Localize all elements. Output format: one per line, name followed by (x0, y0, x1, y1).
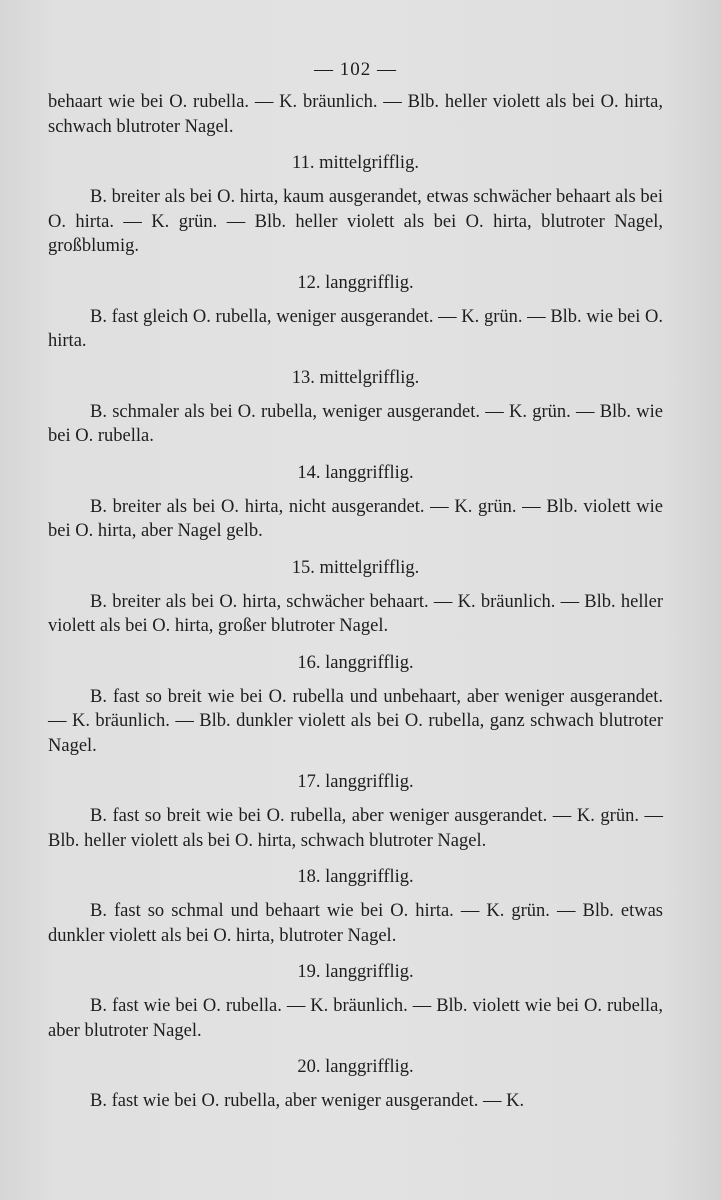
page-number: — 102 — (314, 59, 397, 80)
entry-heading: 15. mittelgrifflig. (291, 557, 420, 578)
entry-heading: 20. langgrifflig. (297, 1057, 414, 1077)
entry-heading: 19. langgrifflig. (297, 962, 414, 982)
entry-text: B. breiter als bei O. hirta, schwächer behaart. — K. bräunlich. — Blb. heller violett als bei O. hirta, großer blutroter Nagel. (48, 591, 663, 636)
entry-heading: 18. langgrifflig. (297, 867, 414, 887)
entry-text: B. breiter als bei O. hirta, kaum ausgerandet, etwas schwächer behaart als bei O. hirta. — K. grün. — Blb. heller violett als bei O. hirta, blutroter Nagel, großblumig. (48, 187, 663, 256)
entry-text: B. fast gleich O. rubella, weniger ausgerandet. — K. grün. — Blb. wie bei O. hirta. (48, 306, 663, 351)
entry-12 (48, 271, 663, 354)
entry-text: B. fast so breit wie bei O. rubella und unbehaart, aber weniger ausgerandet. — K. bräunlich. — Blb. dunkler violett als bei O. rubella, ganz schwach blutroter Nagel. (48, 686, 663, 756)
entry-heading: 16. langgrifflig. (297, 652, 414, 673)
entry-text: B. fast so breit wie bei O. rubella, aber weniger ausgerandet. — K. grün. — Blb. heller violett als bei O. hirta, schwach blutroter Nagel. (48, 806, 663, 851)
entry-heading: 13. mittelgrifflig. (291, 367, 420, 388)
entry-text: B. fast so schmal und behaart wie bei O. hirta. — K. grün. — Blb. etwas dunkler violett als bei O. hirta, blutroter Nagel. (48, 901, 663, 946)
entry-text: B. fast wie bei O. rubella, aber weniger ausgerandet. — K. (90, 1091, 525, 1111)
entry-text: B. breiter als bei O. hirta, nicht ausgerandet. — K. grün. — Blb. violett wie bei O. hirta, aber Nagel gelb. (48, 496, 663, 541)
entry-13 (48, 366, 663, 449)
entry-15 (48, 556, 663, 639)
entry-20 (48, 1055, 663, 1114)
entry-text: B. fast wie bei O. rubella. — K. bräunlich. — Blb. violett wie bei O. rubella, aber blutroter Nagel. (48, 996, 663, 1041)
entry-11 (48, 151, 663, 259)
entry-text: B. schmaler als bei O. rubella, weniger ausgerandet. — K. grün. — Blb. wie bei O. rubella. (48, 401, 663, 446)
entry-heading: 14. langgrifflig. (297, 462, 414, 483)
intro-paragraph: behaart wie bei O. rubella. — K. bräunlich. — Blb. heller violett als bei O. hirta, schwach blutroter Nagel. (48, 92, 663, 137)
entry-14 (48, 461, 663, 544)
entry-16 (48, 651, 663, 759)
entry-19 (48, 960, 663, 1043)
entry-18 (48, 865, 663, 948)
entry-heading: 11. mittelgrifflig. (292, 153, 419, 173)
entry-17 (48, 770, 663, 853)
entry-heading: 12. langgrifflig. (297, 272, 414, 293)
entry-heading: 17. langgrifflig. (297, 772, 414, 792)
